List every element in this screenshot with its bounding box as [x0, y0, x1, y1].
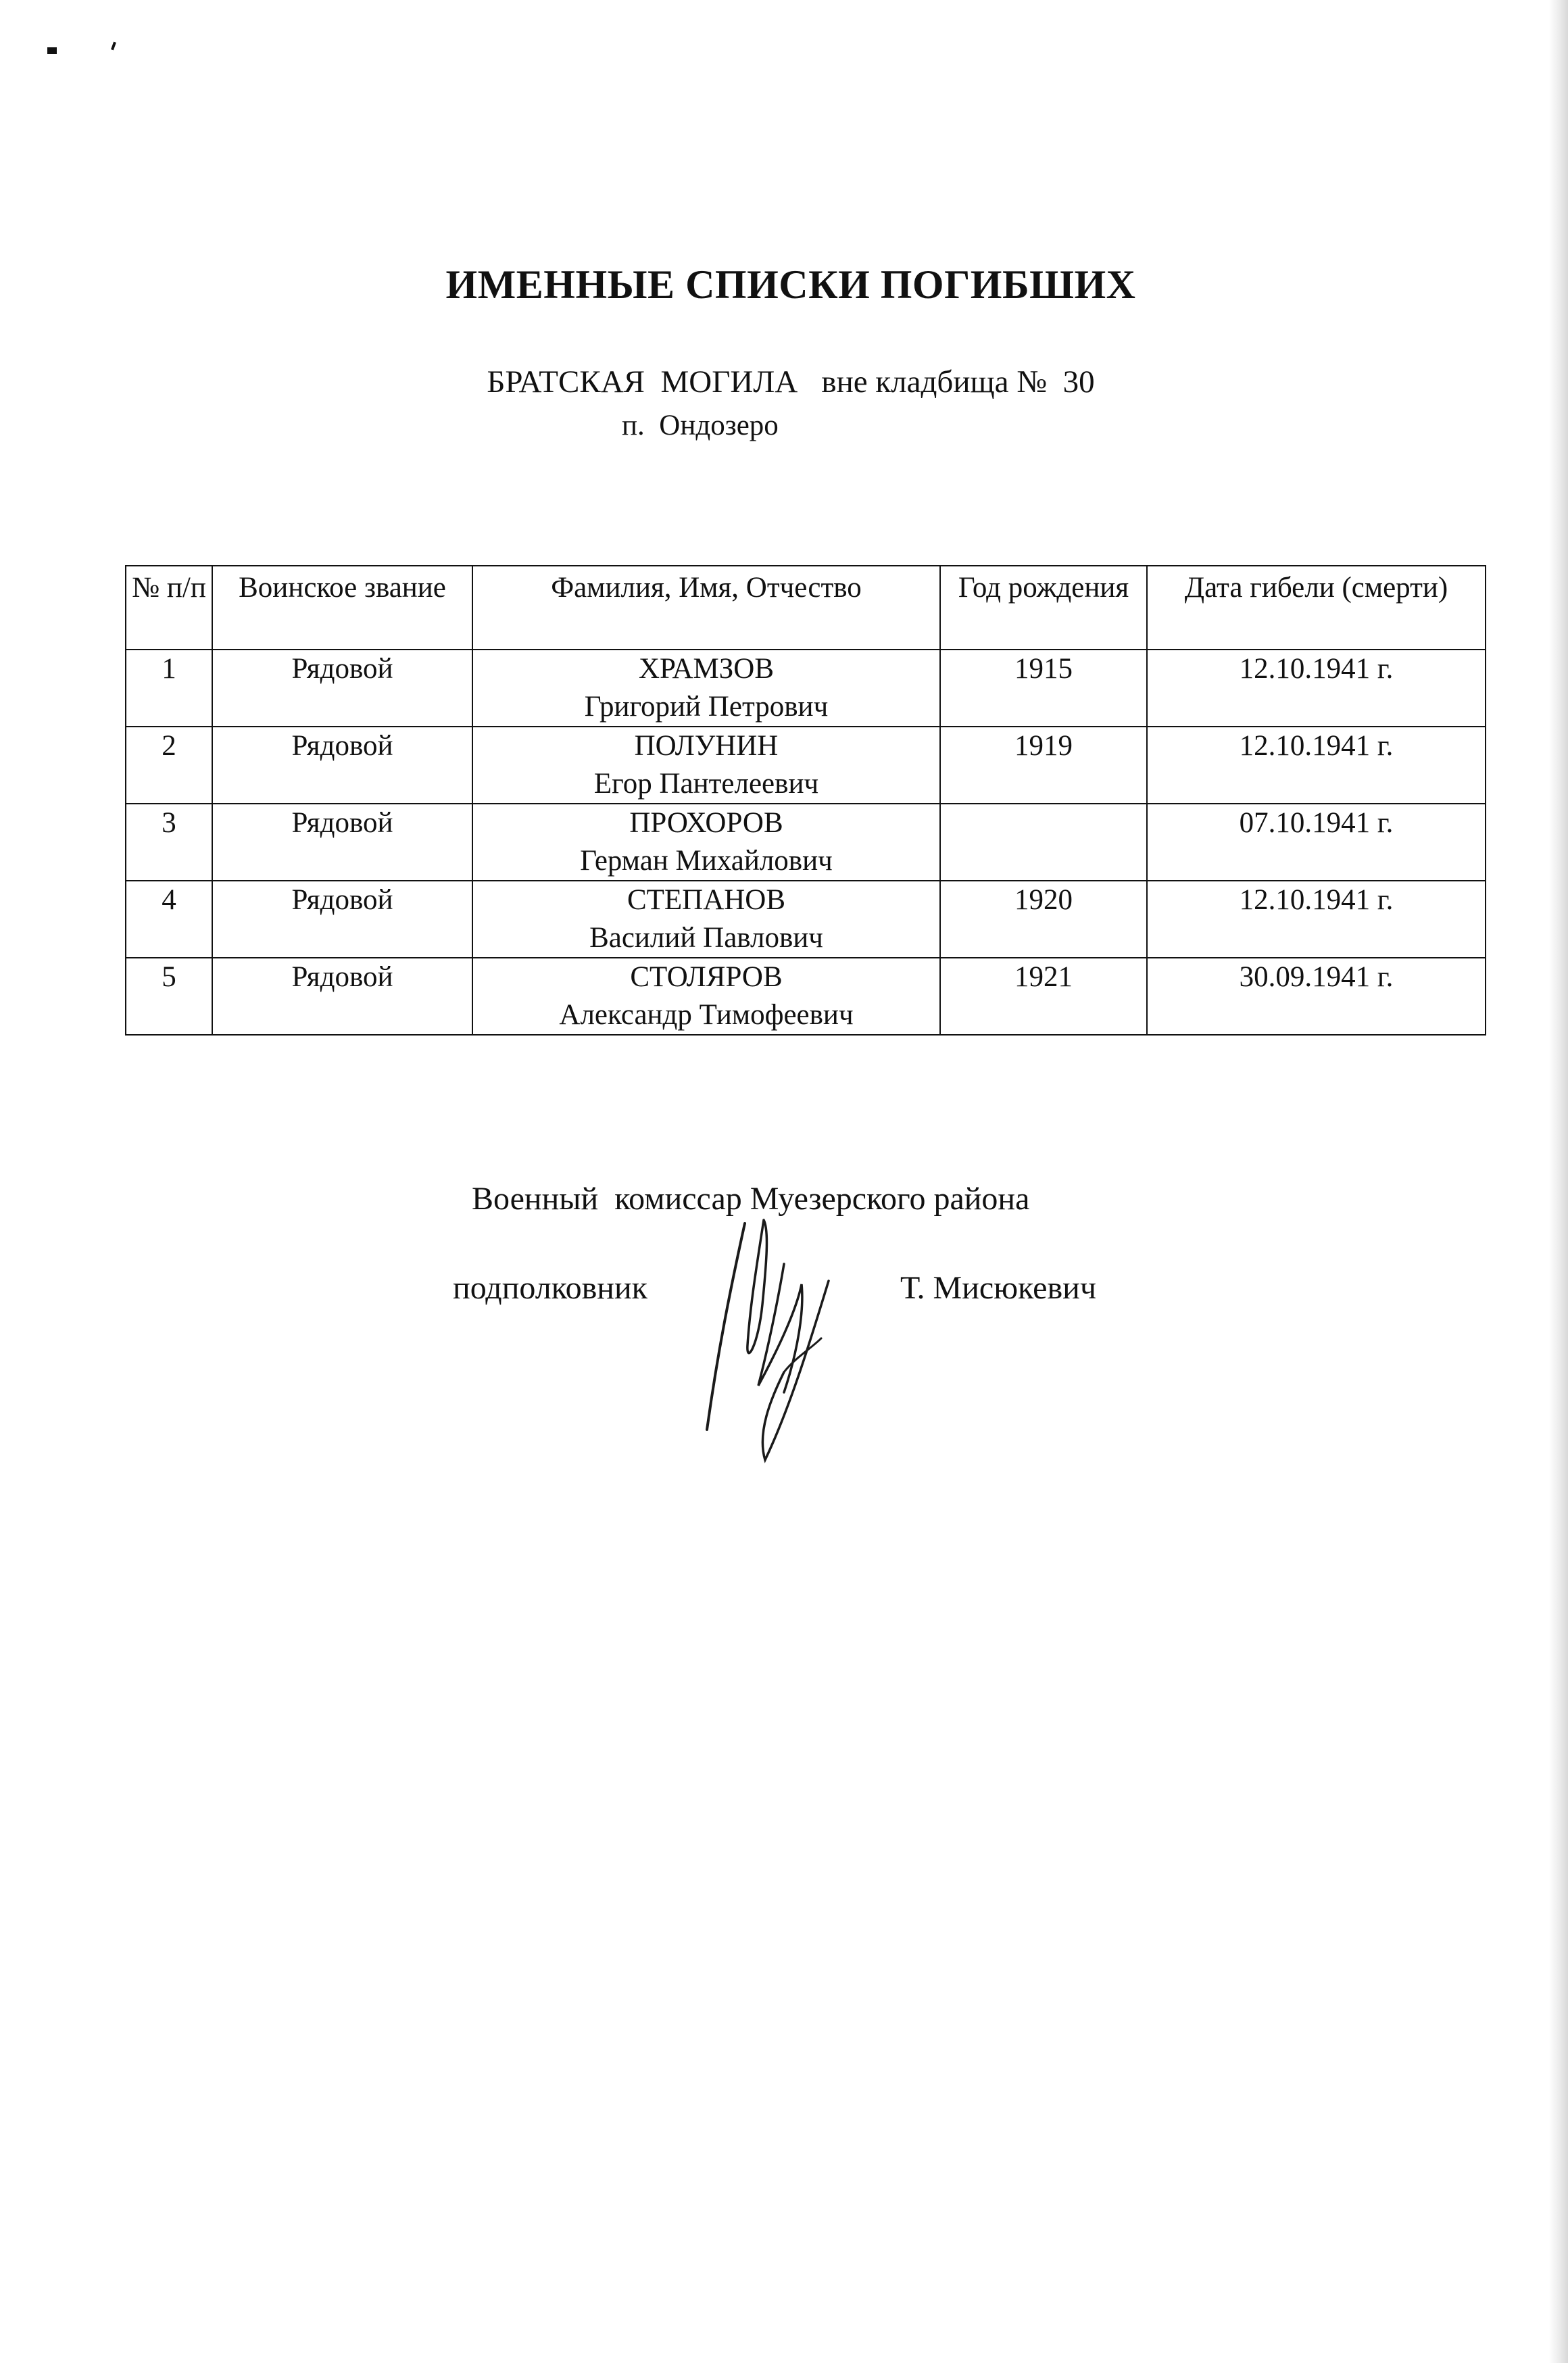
surname: СТЕПАНОВ — [627, 884, 786, 916]
cell-number: 4 — [126, 881, 212, 958]
given-names: Егор Пантелеевич — [593, 768, 819, 800]
column-header-rank: Воинское звание — [212, 566, 472, 650]
cell-rank: Рядовой — [212, 804, 472, 881]
signatory-position: Военный комиссар Муезерского района — [472, 1181, 1030, 1217]
table-row — [126, 958, 1486, 1035]
cell-death-date: 07.10.1941 г. — [1147, 804, 1486, 881]
surname: ПРОХОРОВ — [629, 807, 783, 839]
table-row — [126, 650, 1486, 727]
document-subtitle: БРАТСКАЯ МОГИЛА вне кладбища № 30 — [487, 364, 1095, 399]
cell-full-name — [472, 958, 940, 1035]
cell-number: 1 — [126, 650, 212, 727]
cell-death-date: 30.09.1941 г. — [1147, 958, 1486, 1035]
given-names: Герман Михайлович — [580, 845, 833, 877]
cell-rank: Рядовой — [212, 727, 472, 804]
document-title: ИМЕННЫЕ СПИСКИ ПОГИБШИХ — [445, 262, 1136, 307]
table-header-row — [126, 566, 1486, 650]
surname: ХРАМЗОВ — [638, 653, 775, 685]
cell-birth-year: 1915 — [940, 650, 1147, 727]
cell-number: 2 — [126, 727, 212, 804]
cell-rank: Рядовой — [212, 958, 472, 1035]
cell-death-date: 12.10.1941 г. — [1147, 727, 1486, 804]
scan-edge-shadow — [1549, 0, 1568, 2363]
given-names: Григорий Петрович — [584, 691, 829, 723]
scan-speck — [47, 47, 57, 54]
cell-rank: Рядовой — [212, 881, 472, 958]
scan-speck — [111, 42, 116, 51]
column-header-birth-year: Год рождения — [940, 566, 1147, 650]
given-names: Василий Павлович — [589, 922, 823, 954]
table-row — [126, 804, 1486, 881]
given-names: Александр Тимофеевич — [559, 999, 854, 1031]
cell-birth-year: 1920 — [940, 881, 1147, 958]
cell-death-date: 12.10.1941 г. — [1147, 881, 1486, 958]
table-row — [126, 881, 1486, 958]
cell-rank: Рядовой — [212, 650, 472, 727]
cell-full-name — [472, 804, 940, 881]
handwritten-signature — [683, 1203, 872, 1473]
cell-birth-year: 1921 — [940, 958, 1147, 1035]
table-row — [126, 727, 1486, 804]
cell-birth-year: 1919 — [940, 727, 1147, 804]
cell-full-name — [472, 727, 940, 804]
cell-number: 3 — [126, 804, 212, 881]
surname: СТОЛЯРОВ — [630, 961, 783, 993]
cell-birth-year — [940, 804, 1147, 881]
signatory-rank: подполковник — [453, 1270, 647, 1306]
column-header-number: № п/п — [126, 566, 212, 650]
column-header-death-date: Дата гибели (смерти) — [1147, 566, 1486, 650]
document-place: п. Ондозеро — [622, 410, 779, 441]
casualty-table — [125, 565, 1486, 1036]
cell-death-date: 12.10.1941 г. — [1147, 650, 1486, 727]
surname: ПОЛУНИН — [634, 730, 779, 762]
column-header-full-name: Фамилия, Имя, Отчество — [472, 566, 940, 650]
cell-full-name — [472, 650, 940, 727]
cell-full-name — [472, 881, 940, 958]
cell-number: 5 — [126, 958, 212, 1035]
signatory-name: Т. Мисюкевич — [900, 1270, 1096, 1306]
